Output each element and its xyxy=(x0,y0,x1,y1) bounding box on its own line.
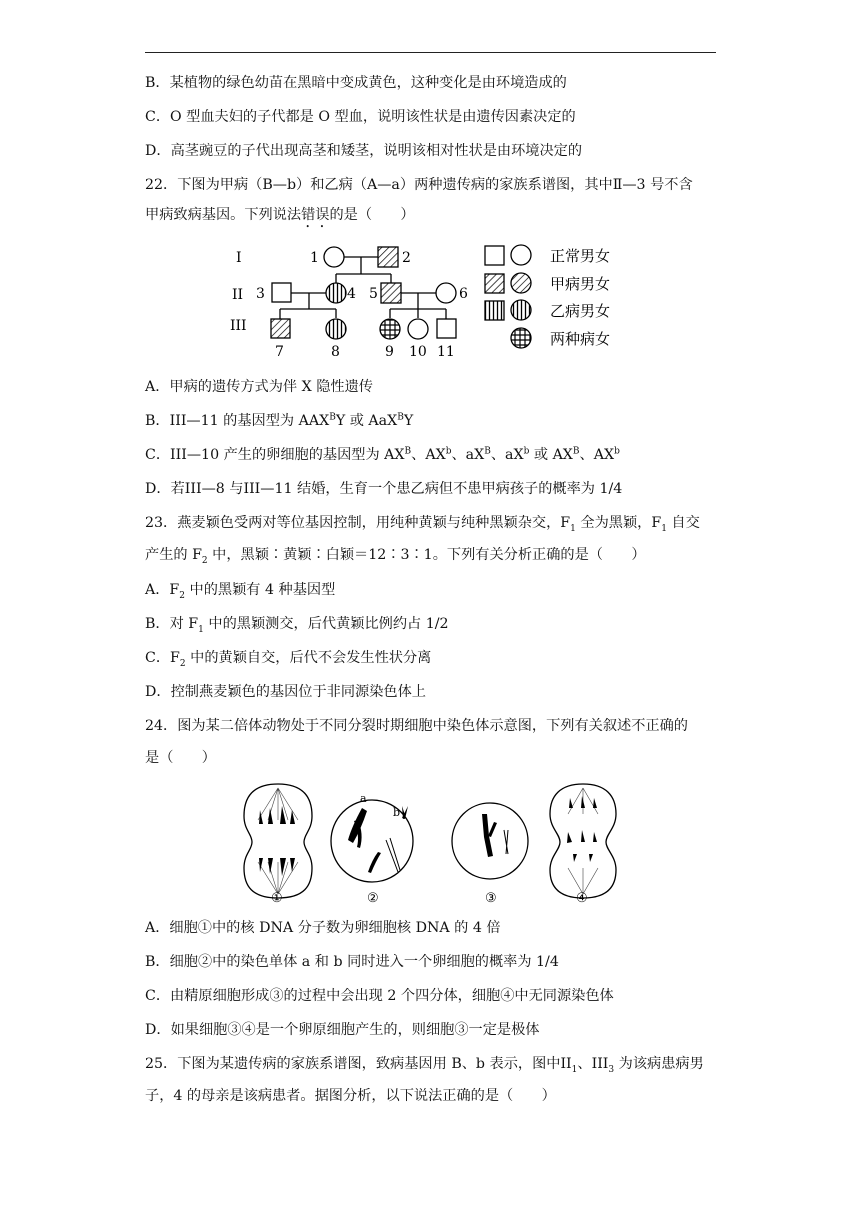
legend-square-disease-b xyxy=(485,301,504,320)
q23-stem-line2: 产生的 $F_2$ 中，黑颖∶黄颖∶白颖＝12∶3∶1。下列有关分析正确的是（ ） xyxy=(145,547,646,566)
individual-number: 4 xyxy=(347,286,356,302)
individual-4-disease-b-female xyxy=(326,283,346,303)
q25-stem-line2: 子，4 的母亲是该病患者。据图分析，以下说法正确的是（ ） xyxy=(145,1088,556,1104)
individual-11-normal-male xyxy=(437,319,456,338)
q22-option-c[interactable]: C．III—10 产生的卵细胞的基因型为 $AX^B$、$AX^b$、$aX^B$、$aX^b$ 或 $AX^B$、$AX^b$ xyxy=(145,446,620,463)
individual-1-normal-female xyxy=(324,247,344,267)
legend-label: 两种病女 xyxy=(550,330,611,348)
pedigree-figure-q22 xyxy=(228,238,628,364)
individual-number: 11 xyxy=(437,344,455,360)
gen-label-2: II xyxy=(232,287,244,303)
legend-square-disease-a xyxy=(485,274,504,293)
q21-option-c[interactable]: C．O 型血夫妇的子代都是 O 型血，说明该性状是由遗传因素决定的 xyxy=(145,109,576,125)
q23-stem-line1: 23．燕麦颖色受两对等位基因控制，用纯种黄颖与纯种黑颖杂交，$F_1$ 全为黑颖，$F_1$ 自交 xyxy=(145,515,700,534)
q24-option-b[interactable]: B．细胞②中的染色单体 a 和 b 同时进入一个卵细胞的概率为 1/4 xyxy=(145,954,559,970)
individual-5-disease-a-male xyxy=(381,283,401,303)
chromatid-label-b: b xyxy=(393,806,401,819)
legend-label: 乙病男女 xyxy=(550,302,611,320)
legend-circle-disease-b xyxy=(511,300,531,320)
individual-number: 7 xyxy=(275,344,284,360)
q21-option-d[interactable]: D．高茎豌豆的子代出现高茎和矮茎，说明该相对性状是由环境决定的 xyxy=(145,143,583,159)
q24-stem-line1: 24．图为某二倍体动物处于不同分裂时期细胞中染色体示意图，下列有关叙述不正确的 xyxy=(145,718,688,734)
q23-option-c[interactable]: C．$F_2$ 中的黄颖自交，后代不会发生性状分离 xyxy=(145,650,432,669)
legend-circle-normal xyxy=(511,245,531,265)
q22-stem-line2: 甲病致病基因。下列说法错误的是（ ） xyxy=(145,207,415,223)
q24-option-a[interactable]: A．细胞①中的核 DNA 分子数为卵细胞核 DNA 的 4 倍 xyxy=(145,920,501,936)
individual-number: 3 xyxy=(256,286,265,302)
cell-division-figure-q24 xyxy=(238,780,628,906)
chromatid-label-a: a xyxy=(360,792,367,805)
individual-number: 9 xyxy=(385,344,394,360)
q23-option-b[interactable]: B．对 $F_1$ 中的黑颖测交，后代黄颖比例约占 1/2 xyxy=(145,616,449,635)
cell-label-4: ④ xyxy=(576,891,588,906)
cell-label-1: ① xyxy=(271,891,283,906)
cell-label-3: ③ xyxy=(485,891,497,906)
individual-2-disease-a-male xyxy=(378,247,398,267)
q22-option-b[interactable]: B．III—11 的基因型为 $AAX^BY$ 或 AaX$^B$Y xyxy=(145,412,414,429)
individual-number: 2 xyxy=(402,250,411,266)
individual-number: 6 xyxy=(459,286,468,302)
legend-label: 正常男女 xyxy=(550,247,611,265)
emphasis-word: 错误 xyxy=(301,207,330,223)
q24-option-d[interactable]: D．如果细胞③④是一个卵原细胞产生的，则细胞③一定是极体 xyxy=(145,1022,540,1038)
cell-4-chromosomes xyxy=(567,796,597,862)
cell-3-chromosomes xyxy=(482,814,497,857)
legend-circle-disease-a xyxy=(511,273,531,293)
q23-option-a[interactable]: A．$F_2$ 中的黑颖有 4 种基因型 xyxy=(145,582,336,601)
q23-option-d[interactable]: D．控制燕麦颖色的基因位于非同源染色体上 xyxy=(145,684,426,700)
q24-option-c[interactable]: C．由精原细胞形成③的过程中会出现 2 个四分体，细胞④中无同源染色体 xyxy=(145,988,614,1004)
individual-8-disease-b-female xyxy=(326,319,346,339)
gen-label-1: I xyxy=(236,250,242,266)
individual-3-normal-male xyxy=(272,283,291,302)
individual-6-normal-female xyxy=(436,283,456,303)
q22-option-a[interactable]: A．甲病的遗传方式为伴 X 隐性遗传 xyxy=(145,379,373,395)
individual-10-normal-female xyxy=(408,319,428,339)
cell-label-2: ② xyxy=(367,891,379,906)
individual-number: 5 xyxy=(369,286,378,302)
individual-number: 1 xyxy=(310,250,319,266)
individual-number: 8 xyxy=(331,344,340,360)
gen-label-3: III xyxy=(230,318,247,334)
cell-1-chromosomes xyxy=(259,806,295,876)
legend-square-normal xyxy=(485,246,504,265)
q22-option-d[interactable]: D．若III—8 与III—11 结婚，生育一个患乙病但不患甲病孩子的概率为 1/4 xyxy=(145,481,623,497)
legend-circle-both xyxy=(511,328,531,348)
q21-option-b[interactable]: B．某植物的绿色幼苗在黑暗中变成黄色，这种变化是由环境造成的 xyxy=(145,75,567,91)
individual-9-both-diseases-female xyxy=(380,319,400,339)
individual-number: 10 xyxy=(409,344,427,360)
individual-7-disease-a-male xyxy=(271,319,290,338)
header-rule xyxy=(145,52,716,53)
legend-label: 甲病男女 xyxy=(550,275,611,293)
q22-stem-line1: 22．下图为甲病（B—b）和乙病（A—a）两种遗传病的家族系谱图，其中Ⅱ—3 号不含 xyxy=(145,177,693,193)
q25-stem-line1: 25．下图为某遗传病的家族系谱图，致病基因用 B、b 表示，图中$II_1$、$III_3$ 为该病患病男 xyxy=(145,1056,704,1075)
q24-stem-line2: 是（ ） xyxy=(145,750,216,766)
